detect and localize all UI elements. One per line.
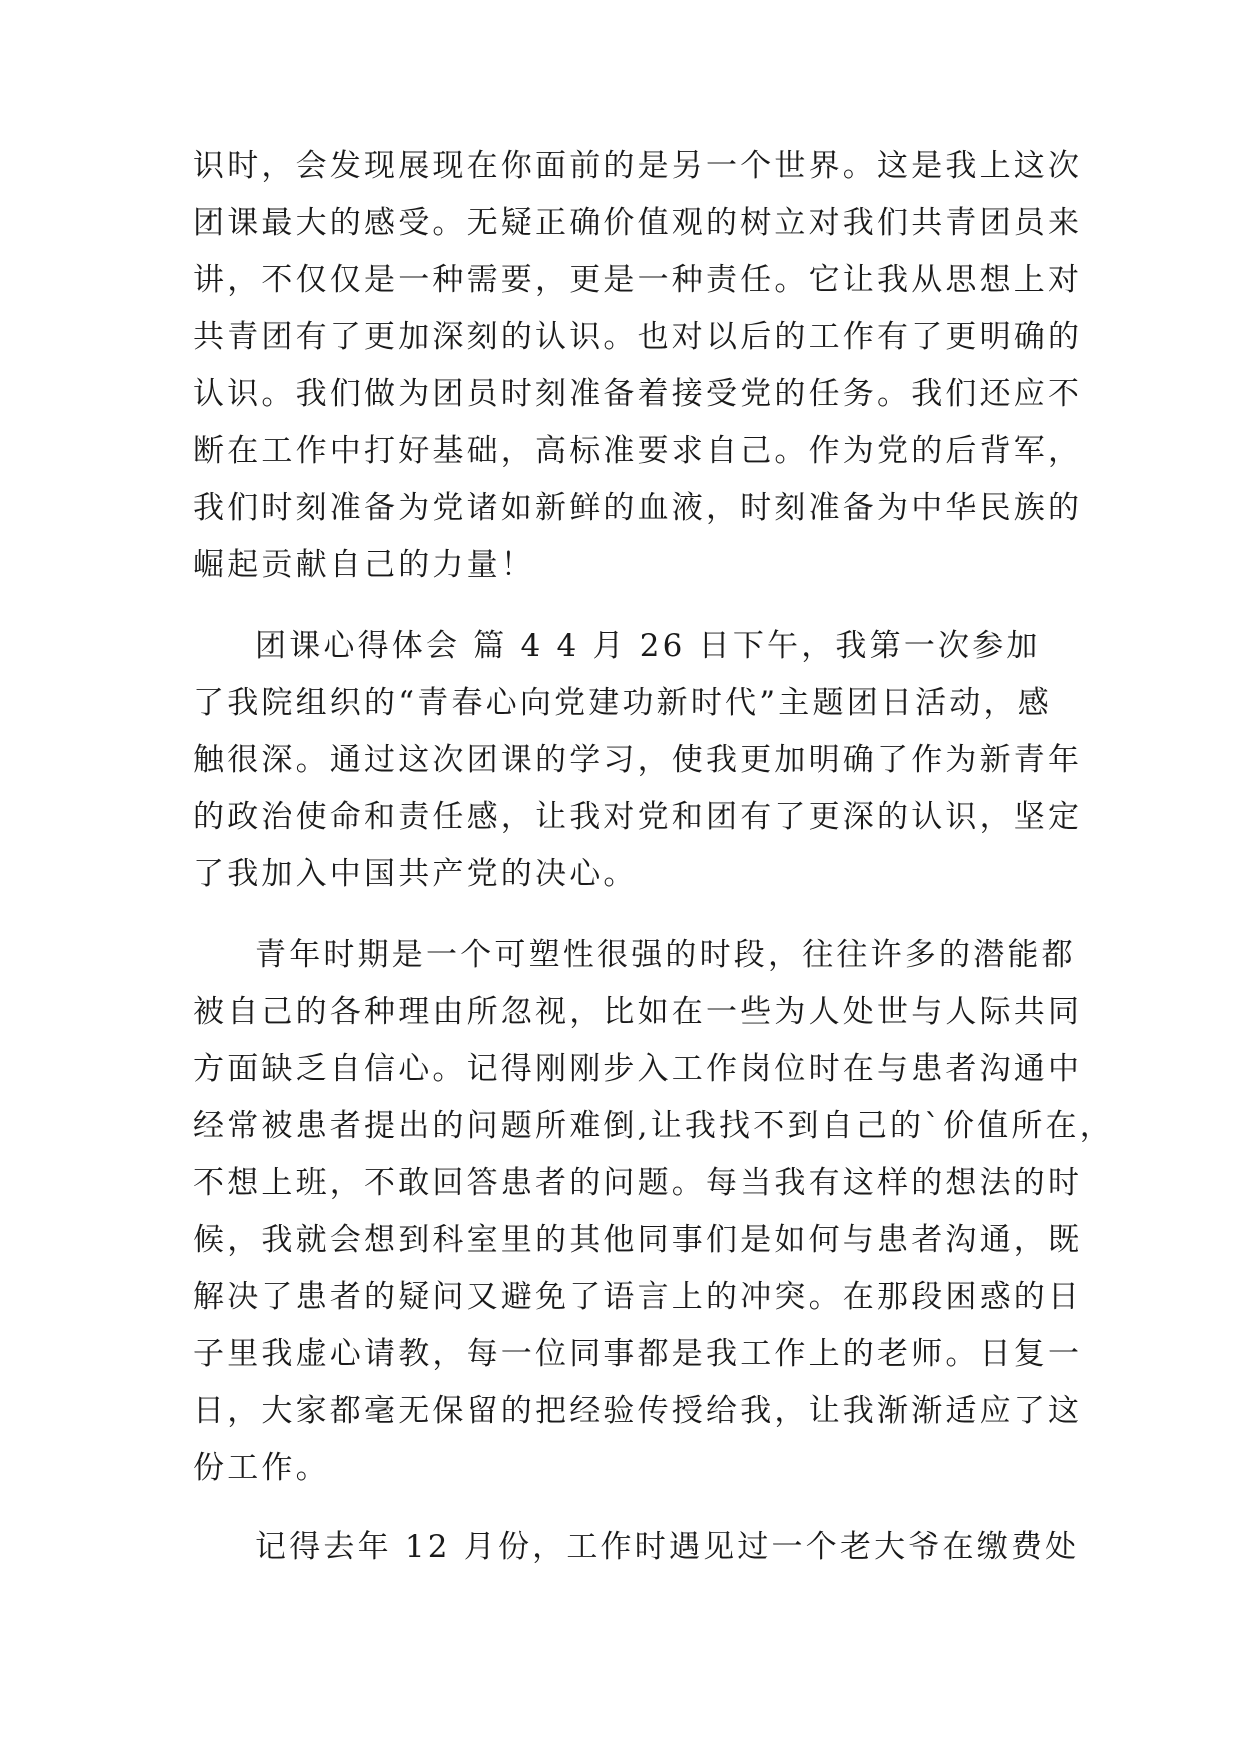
text-line: 方面缺乏自信心。记得刚刚步入工作岗位时在与患者沟通中 [193,1051,1083,1087]
text-line: 识时，会发现展现在你面前的是另一个世界。这是我上这次 [193,148,1083,184]
text-line: 的政治使命和责任感，让我对党和团有了更深的认识，坚定 [193,799,1083,835]
text-line: 份工作。 [193,1450,330,1486]
text-line: 认识。我们做为团员时刻准备着接受党的任务。我们还应不 [193,376,1083,412]
text-line: 崛起贡献自己的力量！ [193,547,535,583]
text-line: 我们时刻准备为党诸如新鲜的血液，时刻准备为中华民族的 [193,490,1083,526]
paragraph-start-line: 记得去年 12 月份，工作时遇见过一个老大爷在缴费处 [255,1529,1080,1565]
text-line: 解决了患者的疑问又避免了语言上的冲突。在那段困惑的日 [193,1279,1083,1315]
paragraph-start-line: 青年时期是一个可塑性很强的时段，往往许多的潜能都 [255,937,1076,973]
text-line: 共青团有了更加深刻的认识。也对以后的工作有了更明确的 [193,319,1083,355]
text-line: 触很深。通过这次团课的学习，使我更加明确了作为新青年 [193,742,1083,778]
text-line: 断在工作中打好基础，高标准要求自己。作为党的后背军， [193,433,1083,469]
text-line: 团课最大的感受。无疑正确价值观的树立对我们共青团员来 [193,205,1083,241]
text-line: 了我加入中国共产党的决心。 [193,856,638,892]
text-line: 候，我就会想到科室里的其他同事们是如何与患者沟通，既 [193,1222,1083,1258]
section-heading-line: 团课心得体会 篇 4 4 月 26 日下午，我第一次参加 [255,628,1041,664]
text-line: 被自己的各种理由所忽视，比如在一些为人处世与人际共同 [193,994,1083,1030]
text-line: 子里我虚心请教，每一位同事都是我工作上的老师。日复一 [193,1336,1083,1372]
text-line: 不想上班，不敢回答患者的问题。每当我有这样的想法的时 [193,1165,1083,1201]
text-line: 讲，不仅仅是一种需要，更是一种责任。它让我从思想上对 [193,262,1083,298]
text-line: 日，大家都毫无保留的把经验传授给我，让我渐渐适应了这 [193,1393,1083,1429]
text-line: 了我院组织的“青春心向党建功新时代”主题团日活动，感 [193,685,1052,721]
text-line: 经常被患者提出的问题所难倒,让我找不到自己的`价值所在， [193,1108,1114,1144]
